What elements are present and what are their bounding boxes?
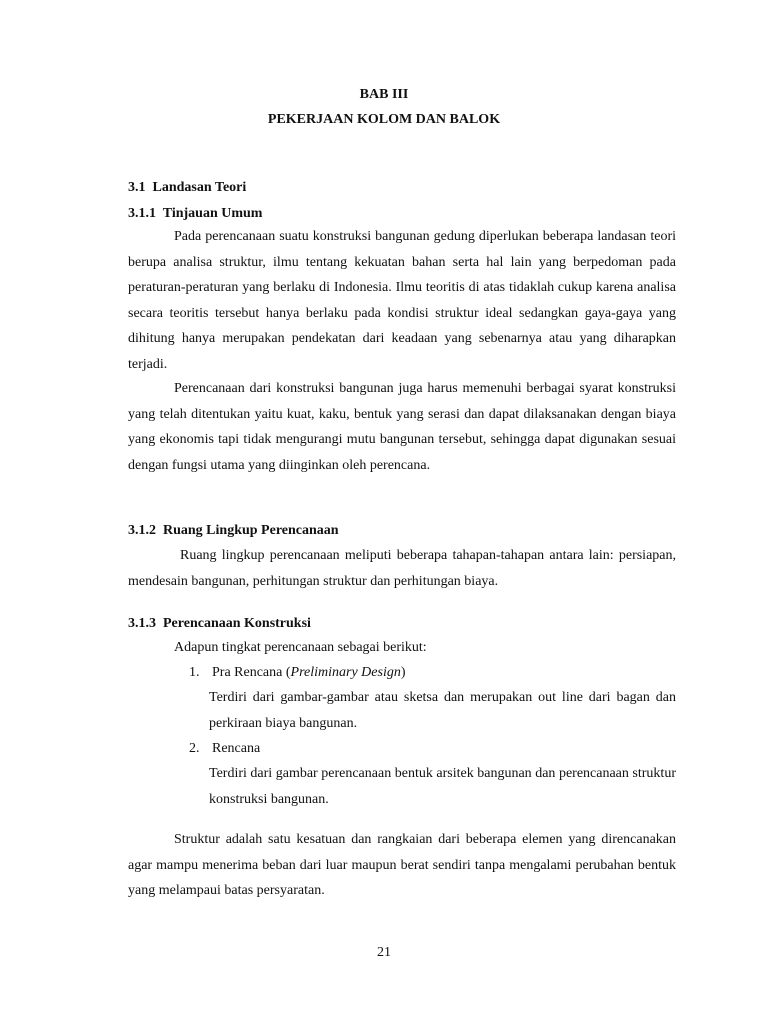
list-item-number: 1. [189, 665, 200, 680]
section-heading-3-1: 3.1 Landasan Teori [128, 180, 247, 195]
paragraph-tinjauan-umum-2: Perencanaan dari konstruksi bangunan juga harus memenuhi berbagai syarat konstruksi yang telah ditentukan yaitu kuat, kaku, bentuk yang serasi dan dapat dilaksanakan dengan biaya yang ekonomis tapi tidak mengurangi mutu bangunan tersebut, sehingga dapat digunakan sesuai dengan fungsi utama yang diinginkan oleh perencana. [128, 381, 676, 473]
paragraph-struktur: Struktur adalah satu kesatuan dan rangkaian dari beberapa elemen yang direncanakan agar mampu menerima beban dari luar maupun berat sendiri tanpa mengalami perubahan bentuk yang melampaui batas persyaratan. [128, 832, 676, 898]
list-item-description: Terdiri dari gambar perencanaan bentuk arsitek bangunan dan perencanaan struktur konstruksi bangunan. [209, 766, 676, 807]
section-heading-3-1-2: 3.1.2 Ruang Lingkup Perencanaan [128, 523, 339, 538]
paragraph-tinjauan-umum-1: Pada perencanaan suatu konstruksi bangunan gedung diperlukan beberapa landasan teori berupa analisa struktur, ilmu tentang kekuatan bahan serta hal lain yang berpedoman pada peraturan-peraturan yang berlaku di Indonesia. Ilmu teoritis di atas tidaklah cukup karena analisa secara teoritis tersebut hanya berlaku pada kondisi struktur ideal sedangkan gaya-gaya yang dihitung hanya merupakan pendekatan dari keadaan yang sebenarnya atau yang diharapkan terjadi. [128, 229, 676, 372]
section-heading-3-1-3: 3.1.3 Perencanaan Konstruksi [128, 616, 311, 631]
chapter-title: PEKERJAAN KOLOM DAN BALOK [267, 112, 501, 127]
list-intro: Adapun tingkat perencanaan sebagai berikut: [174, 640, 427, 655]
list-item-title: Rencana [212, 741, 261, 756]
chapter-label: BAB III [359, 87, 409, 102]
section-heading-3-1-1: 3.1.1 Tinjauan Umum [128, 206, 263, 221]
list-item-number: 2. [189, 741, 200, 756]
list-item-title: Pra Rencana (Preliminary Design) [212, 665, 406, 680]
page-number: 21 [377, 945, 391, 960]
paragraph-ruang-lingkup: Ruang lingkup perencanaan meliputi beberapa tahapan-tahapan antara lain: persiapan, mendesain bangunan, perhitungan struktur dan perhitungan biaya. [128, 548, 676, 589]
list-item-description: Terdiri dari gambar-gambar atau sketsa dan merupakan out line dari bagan dan perkiraan biaya bangunan. [209, 690, 676, 731]
